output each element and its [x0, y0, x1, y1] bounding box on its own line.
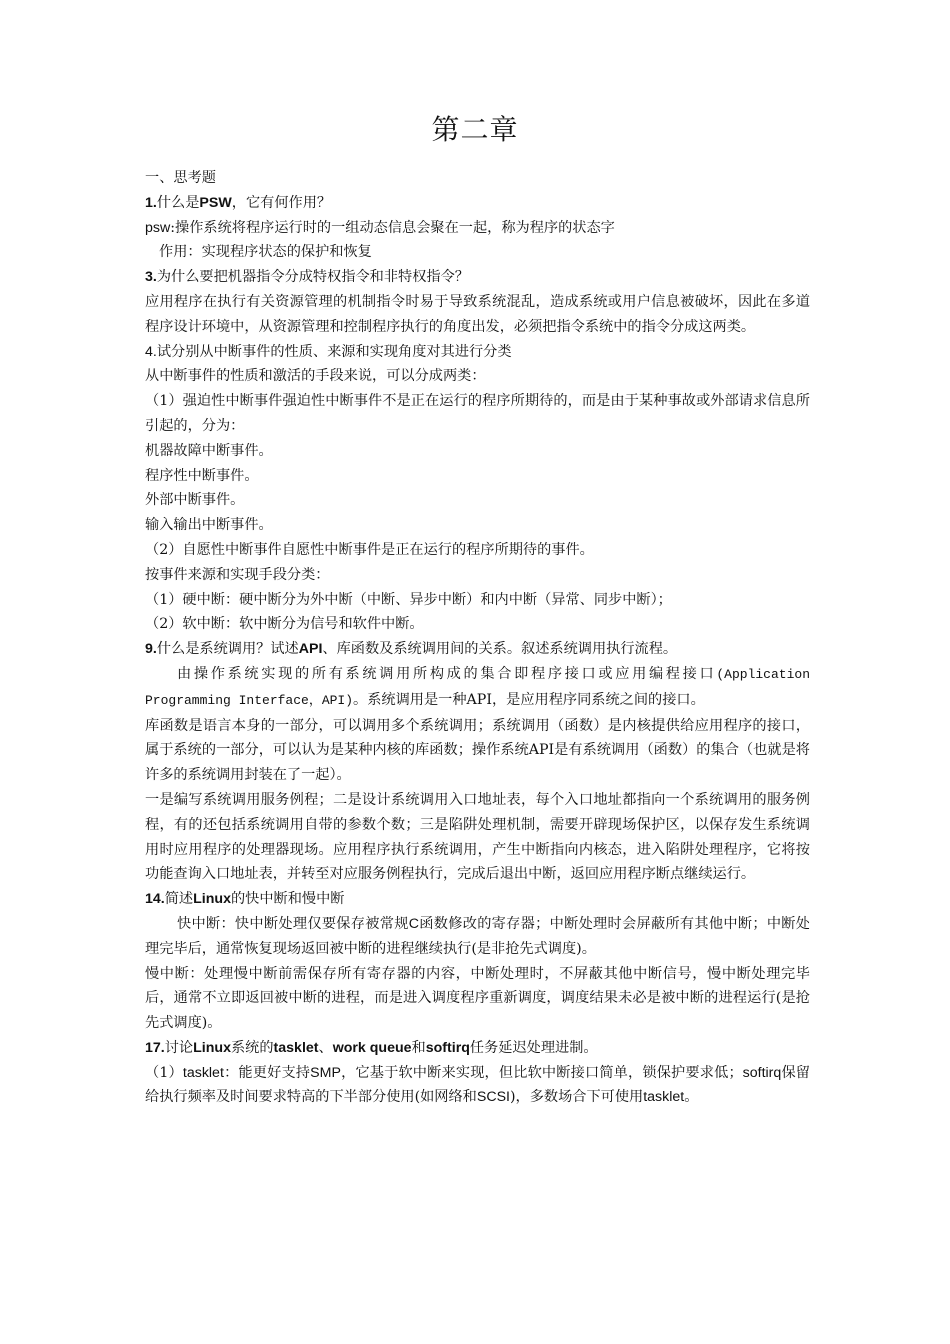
term-softirq: softirq — [425, 1039, 470, 1056]
answer-4-line: （2）自愿性中断事件自愿性中断事件是正在运行的程序所期待的事件。 — [145, 541, 594, 558]
question-14: 14.简述Linux的快中断和慢中断 — [145, 891, 345, 908]
term-work-queue: work queue — [332, 1039, 412, 1056]
answer-4-line: 从中断事件的性质和激活的手段来说，可以分成两类： — [145, 368, 486, 385]
answer-9-paragraph-2: 库函数是语言本身的一部分，可以调用多个系统调用；系统调用（函数）是内核提供给应用程序的接口，属于系统的一部分，可以认为是某种内核的库函数；操作系统API是有系统调用（函数）的集合（也就是将许多的系统调用封装在了一起）。 — [145, 717, 810, 784]
answer-3: 应用程序在执行有关资源管理的机制指令时易于导致系统混乱，造成系统或用户信息被破坏，因此在多道程序设计环境中，从资源管理和控制程序执行的角度出发，必须把指令系统中的指令分成这两类。 — [145, 293, 810, 335]
chapter-title: 第二章 — [431, 113, 519, 146]
question-3: 3.为什么要把机器指令分成特权指令和非特权指令？ — [145, 269, 469, 286]
question-number: 14. — [145, 891, 165, 908]
question-number: 4. — [145, 343, 157, 360]
answer-14-fast-interrupt: 快中断：快中断处理仅要保存被常规C函数修改的寄存器；中断处理时会屏蔽所有其他中断；中断处理完毕后，通常恢复现场返回被中断的进程继续执行(是非抢先式调度)。 — [145, 915, 810, 957]
answer-4-line: 外部中断事件。 — [145, 492, 245, 509]
answer-4-line: 机器故障中断事件。 — [145, 442, 273, 459]
question-number: 3. — [145, 269, 157, 286]
answer-1-definition: psw:操作系统将程序运行时的一组动态信息会聚在一起，称为程序的状态字 — [145, 219, 615, 236]
answer-9-paragraph-1: 由操作系统实现的所有系统调用所构成的集合即程序接口或应用编程接口(Application Programming Interface，API)。系统调用是一种API，是应用程序同系统之间的接口。 — [145, 665, 810, 708]
question-4: 4.试分别从中断事件的性质、来源和实现角度对其进行分类 — [145, 343, 512, 360]
answer-14-slow-interrupt: 慢中断：处理慢中断前需保存所有寄存器的内容，中断处理时，不屏蔽其他中断信号，慢中断处理完毕后，通常不立即返回被中断的进程，而是进入调度程序重新调度，调度结果未必是被中断的进程运行(是抢先式调度)。 — [145, 965, 810, 1032]
question-number: 1. — [145, 194, 157, 211]
answer-17-paragraph-1: （1）tasklet：能更好支持SMP，它基于软中断来实现，但比软中断接口简单，锁保护要求低；softirq保留给执行频率及时间要求特高的下半部分使用(如网络和SCSI)，多数场合下可使用tasklet。 — [145, 1064, 810, 1106]
answer-4-line: （2）软中断：软中断分为信号和软件中断。 — [145, 616, 424, 633]
answer-9-paragraph-3: 一是编写系统调用服务例程；二是设计系统调用入口地址表，每个入口地址都指向一个系统调用的服务例程，有的还包括系统调用自带的参数个数；三是陷阱处理机制，需要开辟现场保护区，以保存发生系统调用时应用程序的处理器现场。应用程序执行系统调用，产生中断指向内核态，进入陷阱处理程序，它将按功能查询入口地址表，并转至对应服务例程执行，完成后退出中断，返回应用程序断点继续运行。 — [145, 791, 810, 883]
term-psw: PSW — [199, 194, 232, 211]
answer-4-line: （1）强迫性中断事件强迫性中断事件不是正在运行的程序所期待的，而是由于某种事故或外部请求信息所引起的，分为： — [145, 393, 810, 434]
term-api: API — [298, 641, 323, 658]
question-number: 17. — [145, 1039, 165, 1056]
answer-4-line: 程序性中断事件。 — [145, 467, 259, 484]
document-body — [145, 166, 810, 1110]
section-heading: 一、思考题 — [145, 170, 216, 186]
answer-4-line: （1）硬中断：硬中断分为外中断（中断、异步中断）和内中断（异常、同步中断）； — [145, 591, 672, 608]
answer-4-line: 按事件来源和实现手段分类： — [145, 566, 330, 583]
question-number: 9. — [145, 641, 157, 658]
question-9: 9.什么是系统调用？试述API、库函数及系统调用间的关系。叙述系统调用执行流程。 — [145, 641, 678, 658]
question-1: 1.什么是PSW，它有何作用？ — [145, 194, 332, 211]
answer-1-purpose: 作用：实现程序状态的保护和恢复 — [159, 244, 372, 261]
term-tasklet: tasklet — [273, 1039, 319, 1056]
term-linux: Linux — [193, 1039, 231, 1056]
answer-4-line: 输入输出中断事件。 — [145, 517, 273, 534]
question-17: 17.讨论Linux系统的tasklet、work queue和softirq任务延迟处理进制。 — [145, 1039, 598, 1056]
term-linux: Linux — [193, 891, 231, 908]
